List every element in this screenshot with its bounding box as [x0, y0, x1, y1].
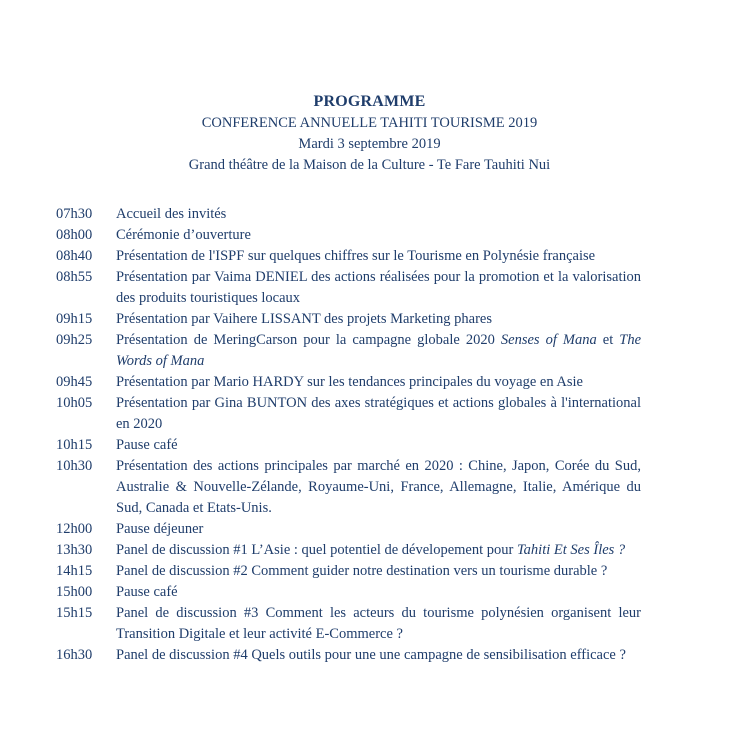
- programme-item: [56, 603, 641, 645]
- programme-item: [56, 393, 641, 435]
- item-description: Présentation par Vaihere LISSANT des projets Marketing phares: [116, 311, 492, 327]
- item-description: Panel de discussion #3 Comment les acteurs du tourisme polynésien organisent leur Transition Digitale et leur activité E-Commerce ?: [116, 605, 641, 642]
- item-description: Cérémonie d’ouverture: [116, 227, 251, 243]
- programme-item: [56, 540, 641, 561]
- item-time: 16h30: [56, 647, 93, 663]
- item-time: 12h00: [56, 521, 93, 537]
- conference-title: CONFERENCE ANNUELLE TAHITI TOURISME 2019: [201, 115, 538, 131]
- item-description: Présentation par Vaima DENIEL des actions réalisées pour la promotion et la valorisation des produits touristiques locaux: [116, 269, 641, 306]
- programme-item: [56, 330, 641, 372]
- item-description: Pause café: [116, 584, 178, 600]
- item-time: 15h00: [56, 584, 93, 600]
- item-time: 08h55: [56, 269, 93, 285]
- item-time: 07h30: [56, 206, 93, 222]
- item-time: 14h15: [56, 563, 93, 579]
- programme-item: [56, 561, 641, 582]
- programme-item: [56, 225, 641, 246]
- programme-item: [56, 372, 641, 393]
- item-description: Accueil des invités: [116, 206, 227, 222]
- item-description: Présentation par Mario HARDY sur les tendances principales du voyage en Asie: [116, 374, 583, 390]
- event-venue: Grand théâtre de la Maison de la Culture - Te Fare Tauhiti Nui: [188, 157, 551, 173]
- item-description: Panel de discussion #1 L’Asie : quel potentiel de dévelopement pour Tahiti Et Ses Îles ?: [116, 542, 626, 558]
- programme-item: [56, 519, 641, 540]
- item-time: 08h40: [56, 248, 93, 264]
- item-description: Pause café: [116, 437, 178, 453]
- programme-item: [56, 204, 641, 225]
- item-description: Présentation de MeringCarson pour la campagne globale 2020 Senses of Mana et The Words of Mana: [116, 332, 642, 369]
- programme-list: [56, 204, 641, 666]
- item-time: 08h00: [56, 227, 93, 243]
- programme-item: [56, 456, 641, 519]
- item-description: Présentation de l'ISPF sur quelques chiffres sur le Tourisme en Polynésie française: [116, 248, 596, 264]
- item-description: Présentation des actions principales par marché en 2020 : Chine, Japon, Corée du Sud, Australie & Nouvelle-Zélande, Royaume-Uni, France, Allemagne, Italie, Amérique du Sud, Canada et Etats-Unis.: [116, 458, 641, 516]
- item-time: 09h45: [56, 374, 93, 390]
- item-time: 09h15: [56, 311, 93, 327]
- item-time: 15h15: [56, 605, 93, 621]
- item-time: 10h30: [56, 458, 93, 474]
- programme-item: [56, 267, 641, 309]
- item-time: 09h25: [56, 332, 93, 348]
- item-description: Panel de discussion #2 Comment guider notre destination vers un tourisme durable ?: [116, 563, 608, 579]
- programme-item: [56, 645, 641, 666]
- programme-header: [0, 92, 739, 176]
- page-title: PROGRAMME: [313, 93, 426, 110]
- item-time: 10h05: [56, 395, 93, 411]
- programme-item: [56, 435, 641, 456]
- programme-item: [56, 582, 641, 603]
- programme-item: [56, 246, 641, 267]
- item-description: Panel de discussion #4 Quels outils pour une une campagne de sensibilisation efficace ?: [116, 647, 626, 663]
- item-time: 13h30: [56, 542, 93, 558]
- item-time: 10h15: [56, 437, 93, 453]
- programme-item: [56, 309, 641, 330]
- item-description: Présentation par Gina BUNTON des axes stratégiques et actions globales à l'international en 2020: [116, 395, 641, 432]
- item-description: Pause déjeuner: [116, 521, 204, 537]
- event-date: Mardi 3 septembre 2019: [298, 136, 441, 152]
